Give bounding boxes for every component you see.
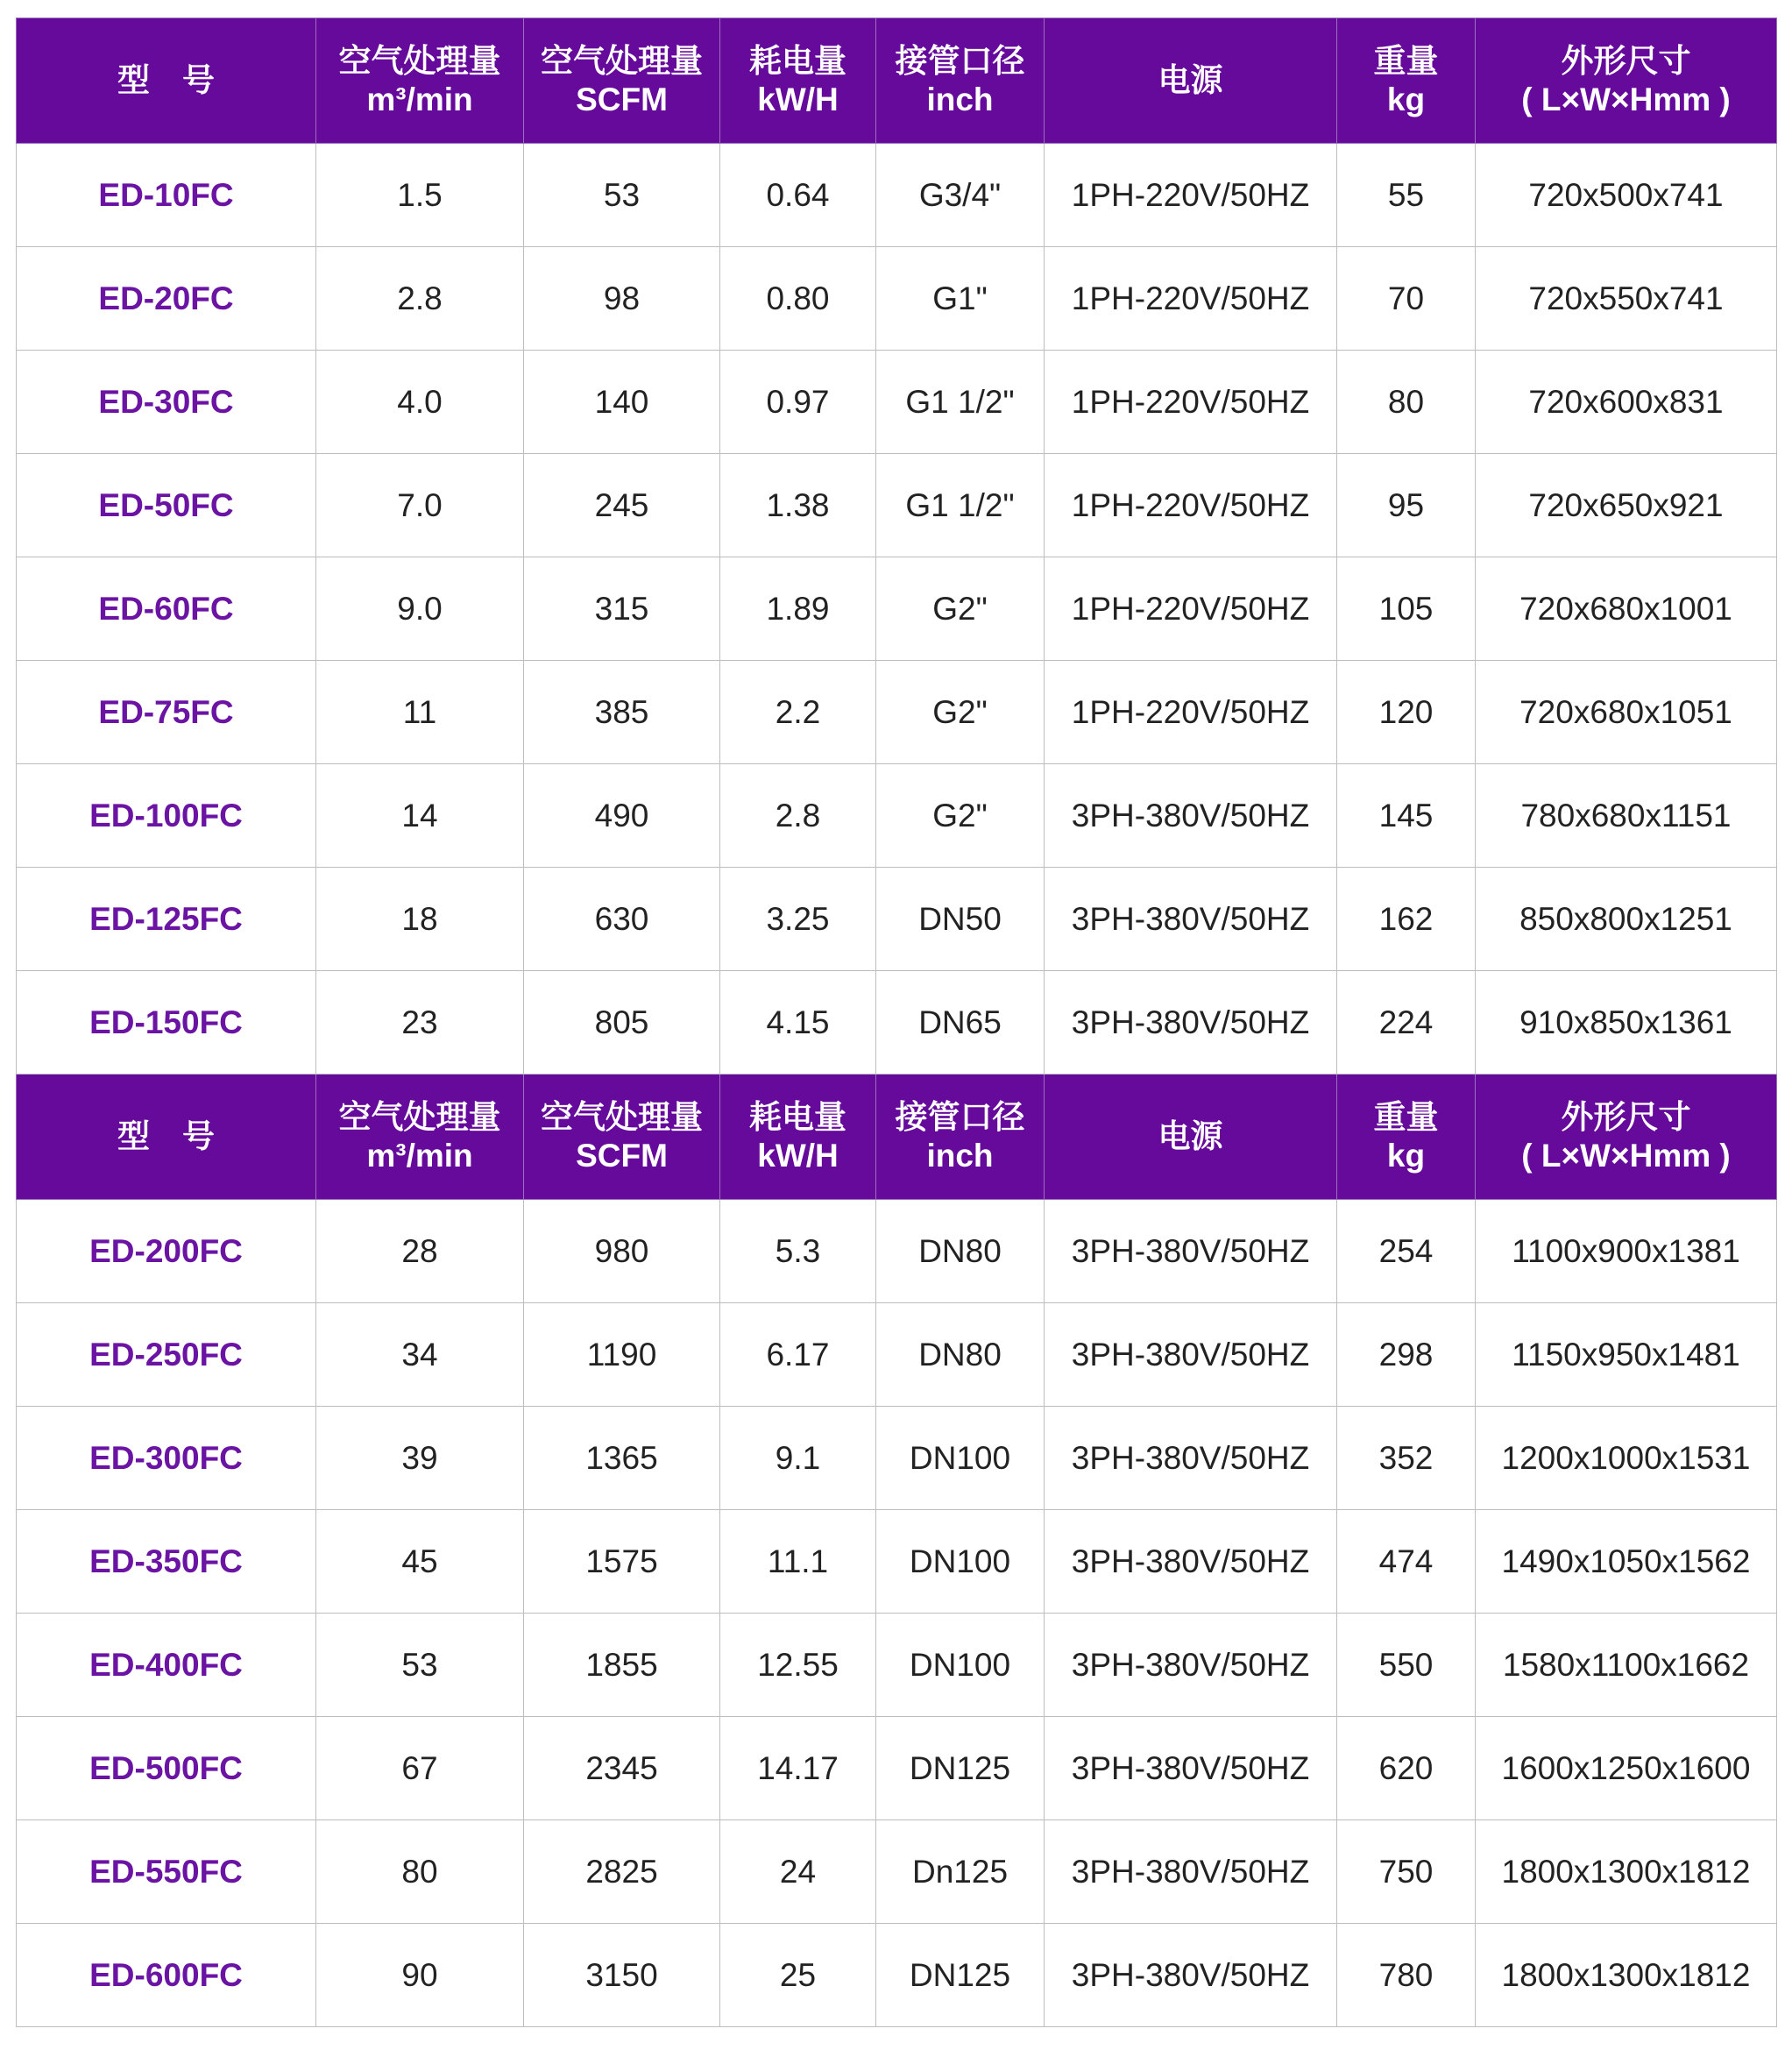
cell-weight: 55 (1337, 144, 1476, 247)
cell-supply: 1PH-220V/50HZ (1045, 454, 1337, 557)
cell-supply: 3PH-380V/50HZ (1045, 971, 1337, 1075)
header-line: ( L×W×Hmm ) (1521, 82, 1731, 117)
table-row (17, 247, 1777, 351)
cell-flow-scfm: 98 (524, 247, 720, 351)
cell-size: 1800x1300x1812 (1476, 1924, 1777, 2027)
header-model: 型 号 (17, 1075, 316, 1200)
cell-supply: 3PH-380V/50HZ (1045, 1510, 1337, 1614)
header-line: 接管口径 (895, 43, 1025, 79)
header-line: m³/min (366, 1138, 473, 1174)
cell-supply: 1PH-220V/50HZ (1045, 351, 1337, 454)
cell-flow-scfm: 1575 (524, 1510, 720, 1614)
cell-model: ED-200FC (17, 1200, 316, 1303)
cell-weight: 352 (1337, 1407, 1476, 1510)
cell-size: 720x500x741 (1476, 144, 1777, 247)
cell-supply: 3PH-380V/50HZ (1045, 1200, 1337, 1303)
cell-model: ED-400FC (17, 1614, 316, 1717)
cell-pipe: DN100 (876, 1407, 1045, 1510)
cell-power: 0.80 (720, 247, 876, 351)
cell-supply: 3PH-380V/50HZ (1045, 1717, 1337, 1820)
cell-pipe: DN50 (876, 868, 1045, 971)
cell-size: 720x550x741 (1476, 247, 1777, 351)
cell-pipe: DN100 (876, 1614, 1045, 1717)
cell-weight: 750 (1337, 1820, 1476, 1924)
header-pipe (876, 1075, 1045, 1200)
table-row (17, 661, 1777, 764)
header-line: 接管口径 (895, 1099, 1025, 1135)
cell-flow-m3: 90 (316, 1924, 524, 2027)
cell-size: 720x650x921 (1476, 454, 1777, 557)
cell-model: ED-30FC (17, 351, 316, 454)
header-line: SCFM (576, 82, 668, 117)
header-pipe (876, 18, 1045, 144)
table-row (17, 1614, 1777, 1717)
header-line: 重量 (1373, 43, 1439, 79)
cell-weight: 474 (1337, 1510, 1476, 1614)
cell-supply: 1PH-220V/50HZ (1045, 557, 1337, 661)
cell-supply: 3PH-380V/50HZ (1045, 1924, 1337, 2027)
table-row (17, 971, 1777, 1075)
cell-supply: 1PH-220V/50HZ (1045, 144, 1337, 247)
cell-flow-scfm: 53 (524, 144, 720, 247)
header-line: 空气处理量 (338, 43, 501, 79)
cell-flow-m3: 67 (316, 1717, 524, 1820)
cell-power: 9.1 (720, 1407, 876, 1510)
header-line: ( L×W×Hmm ) (1521, 1138, 1731, 1174)
cell-power: 2.8 (720, 764, 876, 868)
cell-weight: 298 (1337, 1303, 1476, 1407)
table-row (17, 764, 1777, 868)
cell-flow-scfm: 140 (524, 351, 720, 454)
cell-model: ED-350FC (17, 1510, 316, 1614)
cell-power: 12.55 (720, 1614, 876, 1717)
header-line: 耗电量 (749, 43, 846, 79)
cell-pipe: DN100 (876, 1510, 1045, 1614)
cell-size: 1150x950x1481 (1476, 1303, 1777, 1407)
cell-power: 1.38 (720, 454, 876, 557)
cell-pipe: G2" (876, 661, 1045, 764)
header-weight (1337, 18, 1476, 144)
cell-flow-m3: 34 (316, 1303, 524, 1407)
cell-flow-scfm: 1855 (524, 1614, 720, 1717)
cell-size: 1580x1100x1662 (1476, 1614, 1777, 1717)
cell-flow-m3: 7.0 (316, 454, 524, 557)
cell-power: 0.97 (720, 351, 876, 454)
cell-size: 1100x900x1381 (1476, 1200, 1777, 1303)
table-row (17, 868, 1777, 971)
cell-size: 1200x1000x1531 (1476, 1407, 1777, 1510)
header-line: inch (926, 1138, 994, 1174)
cell-flow-m3: 9.0 (316, 557, 524, 661)
header-line: inch (926, 82, 994, 117)
header-line: 外形尺寸 (1561, 43, 1691, 79)
header-size (1476, 18, 1777, 144)
cell-weight: 780 (1337, 1924, 1476, 2027)
header-flow-m3 (316, 1075, 524, 1200)
cell-pipe: G1 1/2" (876, 351, 1045, 454)
header-supply: 电源 (1045, 18, 1337, 144)
header-row-1 (17, 18, 1777, 144)
cell-weight: 254 (1337, 1200, 1476, 1303)
cell-supply: 3PH-380V/50HZ (1045, 1614, 1337, 1717)
cell-flow-m3: 80 (316, 1820, 524, 1924)
spec-table-body (17, 18, 1777, 2027)
cell-supply: 3PH-380V/50HZ (1045, 1820, 1337, 1924)
cell-power: 0.64 (720, 144, 876, 247)
cell-supply: 3PH-380V/50HZ (1045, 1303, 1337, 1407)
cell-power: 1.89 (720, 557, 876, 661)
header-line: 空气处理量 (541, 1099, 703, 1135)
cell-flow-m3: 1.5 (316, 144, 524, 247)
cell-flow-scfm: 315 (524, 557, 720, 661)
cell-pipe: DN65 (876, 971, 1045, 1075)
cell-size: 910x850x1361 (1476, 971, 1777, 1075)
cell-flow-m3: 2.8 (316, 247, 524, 351)
table-row (17, 1820, 1777, 1924)
cell-flow-m3: 28 (316, 1200, 524, 1303)
cell-model: ED-60FC (17, 557, 316, 661)
table-row (17, 1924, 1777, 2027)
header-supply: 电源 (1045, 1075, 1337, 1200)
table-row (17, 1200, 1777, 1303)
header-line: kW/H (757, 82, 839, 117)
cell-pipe: DN80 (876, 1303, 1045, 1407)
table-row (17, 144, 1777, 247)
cell-size: 850x800x1251 (1476, 868, 1777, 971)
cell-flow-m3: 45 (316, 1510, 524, 1614)
table-row (17, 351, 1777, 454)
cell-size: 720x680x1001 (1476, 557, 1777, 661)
table-row (17, 454, 1777, 557)
cell-weight: 80 (1337, 351, 1476, 454)
cell-weight: 224 (1337, 971, 1476, 1075)
table-row (17, 1717, 1777, 1820)
header-row-2 (17, 1075, 1777, 1200)
cell-flow-m3: 53 (316, 1614, 524, 1717)
header-line: 空气处理量 (541, 43, 703, 79)
header-power (720, 18, 876, 144)
cell-flow-scfm: 385 (524, 661, 720, 764)
cell-power: 4.15 (720, 971, 876, 1075)
cell-model: ED-125FC (17, 868, 316, 971)
cell-pipe: DN80 (876, 1200, 1045, 1303)
cell-supply: 3PH-380V/50HZ (1045, 868, 1337, 971)
cell-supply: 3PH-380V/50HZ (1045, 1407, 1337, 1510)
header-line: SCFM (576, 1138, 668, 1174)
cell-flow-m3: 11 (316, 661, 524, 764)
cell-flow-scfm: 1365 (524, 1407, 720, 1510)
cell-model: ED-150FC (17, 971, 316, 1075)
cell-model: ED-550FC (17, 1820, 316, 1924)
cell-pipe: G2" (876, 557, 1045, 661)
cell-flow-m3: 39 (316, 1407, 524, 1510)
cell-size: 1490x1050x1562 (1476, 1510, 1777, 1614)
cell-model: ED-500FC (17, 1717, 316, 1820)
cell-flow-scfm: 980 (524, 1200, 720, 1303)
cell-power: 11.1 (720, 1510, 876, 1614)
cell-size: 720x600x831 (1476, 351, 1777, 454)
spec-table (16, 18, 1777, 2027)
header-line: 外形尺寸 (1561, 1099, 1691, 1135)
header-line: 重量 (1373, 1099, 1439, 1135)
header-flow-scfm (524, 1075, 720, 1200)
cell-flow-m3: 14 (316, 764, 524, 868)
cell-power: 24 (720, 1820, 876, 1924)
cell-model: ED-250FC (17, 1303, 316, 1407)
cell-size: 1800x1300x1812 (1476, 1820, 1777, 1924)
header-weight (1337, 1075, 1476, 1200)
cell-flow-scfm: 2345 (524, 1717, 720, 1820)
cell-weight: 95 (1337, 454, 1476, 557)
cell-flow-scfm: 3150 (524, 1924, 720, 2027)
cell-flow-scfm: 2825 (524, 1820, 720, 1924)
cell-model: ED-600FC (17, 1924, 316, 2027)
cell-size: 1600x1250x1600 (1476, 1717, 1777, 1820)
header-line: kg (1386, 1138, 1426, 1174)
cell-flow-scfm: 805 (524, 971, 720, 1075)
cell-weight: 620 (1337, 1717, 1476, 1820)
cell-power: 14.17 (720, 1717, 876, 1820)
header-line: m³/min (366, 82, 473, 117)
cell-supply: 1PH-220V/50HZ (1045, 661, 1337, 764)
cell-weight: 105 (1337, 557, 1476, 661)
table-row (17, 1303, 1777, 1407)
header-line: kW/H (757, 1138, 839, 1174)
cell-pipe: G1 1/2" (876, 454, 1045, 557)
cell-model: ED-10FC (17, 144, 316, 247)
cell-pipe: DN125 (876, 1717, 1045, 1820)
cell-flow-scfm: 490 (524, 764, 720, 868)
table-row (17, 557, 1777, 661)
cell-power: 3.25 (720, 868, 876, 971)
cell-power: 2.2 (720, 661, 876, 764)
cell-size: 780x680x1151 (1476, 764, 1777, 868)
header-flow-scfm (524, 18, 720, 144)
cell-weight: 70 (1337, 247, 1476, 351)
header-line: kg (1386, 82, 1426, 117)
cell-flow-m3: 18 (316, 868, 524, 971)
table-row (17, 1407, 1777, 1510)
cell-supply: 3PH-380V/50HZ (1045, 764, 1337, 868)
cell-model: ED-75FC (17, 661, 316, 764)
cell-supply: 1PH-220V/50HZ (1045, 247, 1337, 351)
cell-pipe: G2" (876, 764, 1045, 868)
cell-flow-scfm: 245 (524, 454, 720, 557)
cell-pipe: G1" (876, 247, 1045, 351)
cell-model: ED-300FC (17, 1407, 316, 1510)
table-row (17, 1510, 1777, 1614)
header-model: 型 号 (17, 18, 316, 144)
header-power (720, 1075, 876, 1200)
cell-flow-scfm: 1190 (524, 1303, 720, 1407)
header-line: 空气处理量 (338, 1099, 501, 1135)
cell-model: ED-20FC (17, 247, 316, 351)
cell-power: 5.3 (720, 1200, 876, 1303)
cell-flow-scfm: 630 (524, 868, 720, 971)
cell-flow-m3: 23 (316, 971, 524, 1075)
cell-pipe: Dn125 (876, 1820, 1045, 1924)
cell-weight: 162 (1337, 868, 1476, 971)
cell-pipe: DN125 (876, 1924, 1045, 2027)
cell-flow-m3: 4.0 (316, 351, 524, 454)
cell-weight: 120 (1337, 661, 1476, 764)
cell-model: ED-50FC (17, 454, 316, 557)
cell-power: 25 (720, 1924, 876, 2027)
cell-power: 6.17 (720, 1303, 876, 1407)
header-size (1476, 1075, 1777, 1200)
header-flow-m3 (316, 18, 524, 144)
cell-size: 720x680x1051 (1476, 661, 1777, 764)
cell-weight: 550 (1337, 1614, 1476, 1717)
cell-pipe: G3/4" (876, 144, 1045, 247)
cell-model: ED-100FC (17, 764, 316, 868)
cell-weight: 145 (1337, 764, 1476, 868)
header-line: 耗电量 (749, 1099, 846, 1135)
